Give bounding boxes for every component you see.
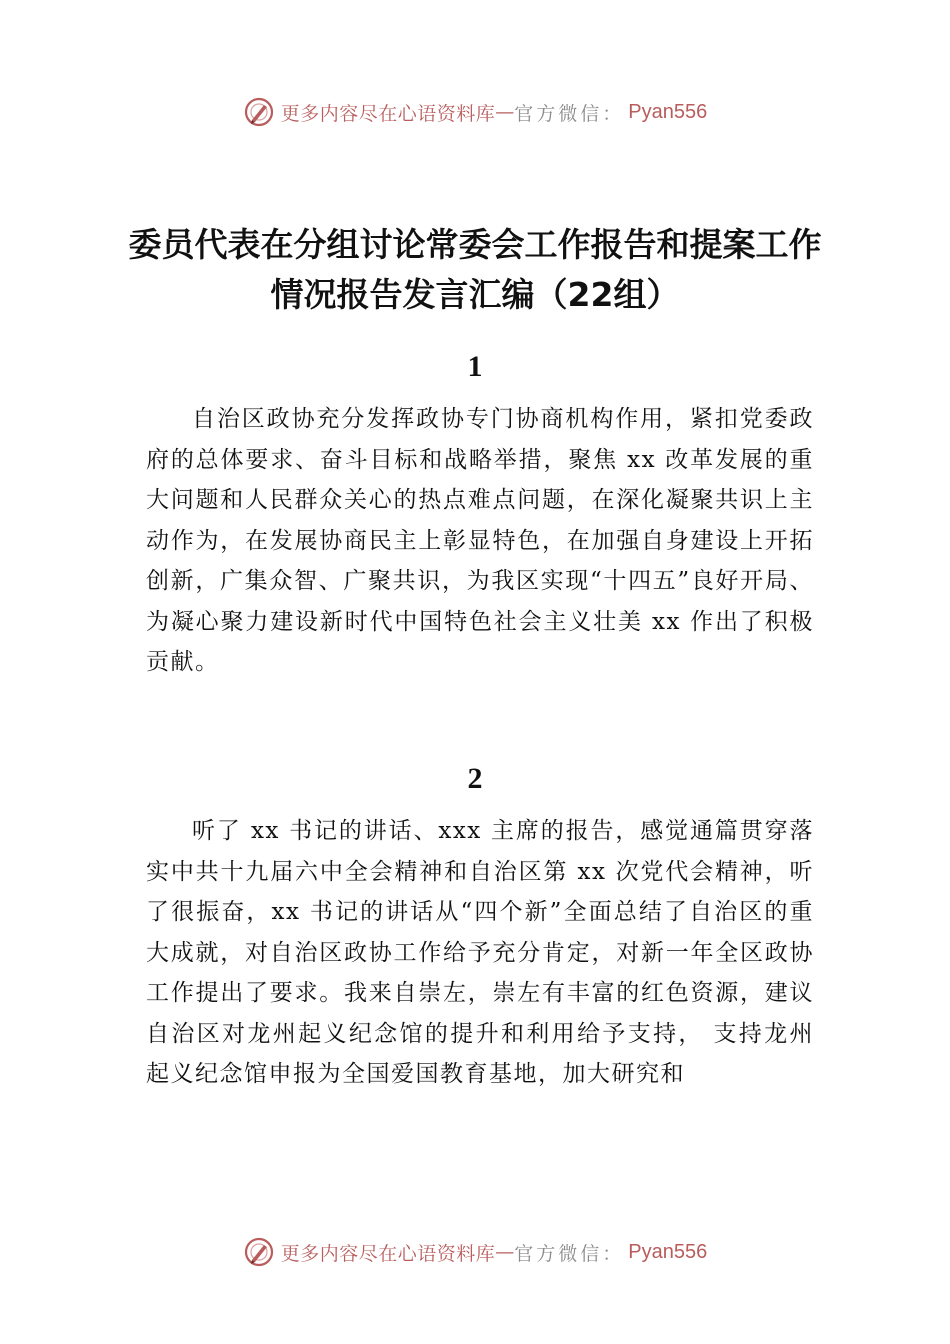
document-title: 委员代表在分组讨论常委会工作报告和提案工作情况报告发言汇编（22组） xyxy=(128,225,822,314)
brand-dash: — xyxy=(495,101,515,123)
brand-dash: — xyxy=(495,1241,515,1263)
section-number: 2 xyxy=(467,762,483,795)
brand-text: 更多内容尽在心语资料库 xyxy=(280,102,496,125)
wechat-label: 官方微信： xyxy=(514,102,625,125)
brand-text: 更多内容尽在心语资料库 xyxy=(280,1242,496,1265)
wechat-label: 官方微信： xyxy=(514,1242,625,1265)
header-banner xyxy=(0,92,950,132)
footer-banner xyxy=(0,1232,950,1272)
pen-logo-icon xyxy=(243,96,275,128)
pen-logo-icon xyxy=(243,1236,275,1268)
section-paragraph: 自治区政协充分发挥政协专门协商机构作用，紧扣党委政府的总体要求、奋斗目标和战略举措，聚焦 xx 改革发展的重大问题和人民群众关心的热点难点问题，在深化凝聚共识上主动作为，在发展协商民主上彰显特色，在加强自身建设上开拓创新，广集众智、广聚共识，为我区实现“十四五”良好开局、为凝心聚力建设新时代中国特色社会主义壮美 xx 作出了积极贡献。 xyxy=(146,406,814,675)
section-paragraph: 听了 xx 书记的讲话、xxx 主席的报告，感觉通篇贯穿落实中共十九届六中全会精神和自治区第 xx 次党代会精神，听了很振奋，xx 书记的讲话从“四个新”全面总结了自治区的重大成就，对自治区政协工作给予充分肯定，对新一年全区政协工作提出了要求。我来自崇左，崇左有丰富的红色资源，建议自治区对龙州起义纪念馆的提升和利用给予支持， 支持龙州起义纪念馆申报为全国爱国教育基地，加大研究和 xyxy=(146,818,814,1087)
wechat-id: Pyan556 xyxy=(628,1240,708,1263)
section-number: 1 xyxy=(467,350,483,383)
wechat-id: Pyan556 xyxy=(628,100,708,123)
